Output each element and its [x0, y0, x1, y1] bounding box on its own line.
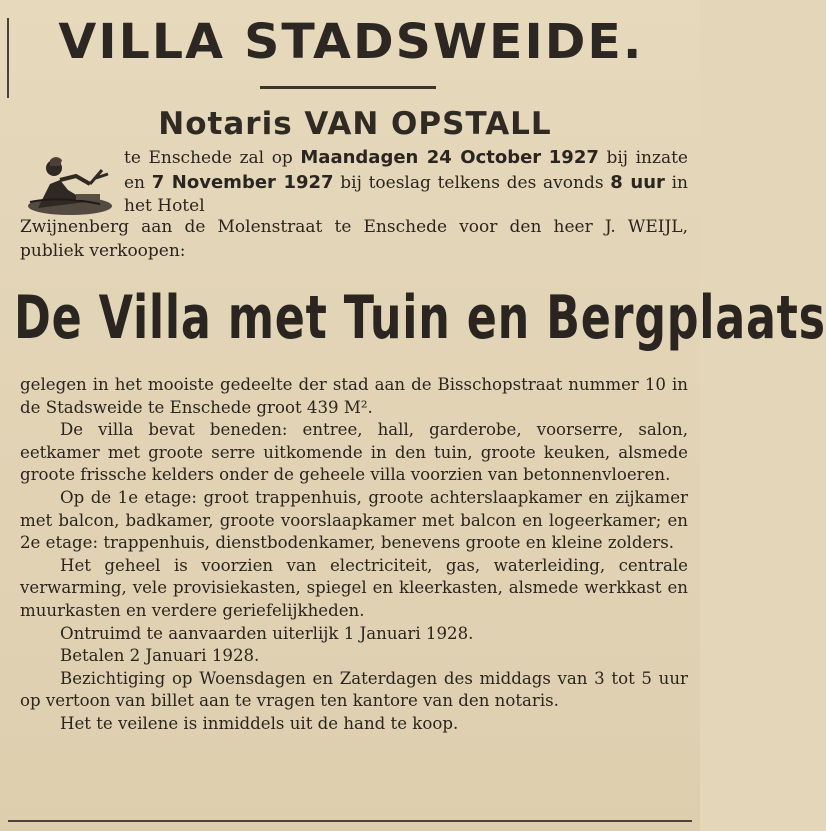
paragraph-location: gelegen in het mooiste gedeelte der stad aan de Bisschopstraat nummer 10 in de Stadsweide te Enschede groot 439 M².: [20, 375, 688, 417]
intro-text-1: te Enschede zal op: [124, 148, 301, 168]
notary-name: Notaris VAN OPSTALL: [158, 106, 552, 142]
paragraph-ground-floor: De villa bevat beneden: entree, hall, garderobe, voorserre, salon, eetkamer met groote serre uitkomende in den tuin, groote keuken, alsmede groote frissche kelders onder de geheele villa voorzien van betonnenvloeren.: [20, 420, 688, 485]
auction-year-1: 1927: [548, 147, 599, 168]
headline: De Villa met Tuin en Bergplaats: [14, 283, 826, 353]
auction-intro-continued: Zwijnenberg aan de Molenstraat te Enschede voor den heer J. WEIJL, publiek verkoopen:: [20, 217, 688, 261]
intro-text-2: bij inzate en: [124, 148, 688, 193]
property-description: [20, 374, 688, 736]
paragraph-vacancy: Ontruimd te aanvaarden uiterlijk 1 Januari 1928.: [60, 623, 474, 643]
intro-text-3: bij toeslag telkens des avonds: [333, 172, 611, 193]
bottom-border-line: [8, 820, 692, 822]
auction-time: 8 uur: [610, 171, 665, 193]
paragraph-viewing: Bezichtiging op Woensdagen en Zaterdagen des middags van 3 tot 5 uur op vertoon van billet aan te vragen ten kantore van den notaris.: [20, 668, 688, 711]
intro-text-4: in het Hotel: [124, 172, 688, 216]
paragraph-amenities: Het geheel is voorzien van electriciteit, gas, waterleiding, centrale verwarming, vele provisiekasten, spiegel en kleerkasten, alsmede werkkast en muurkasten en verdere geriefelijkheden.: [20, 555, 688, 620]
auction-date-1: Maandagen 24 October: [300, 147, 542, 168]
auction-intro: [124, 146, 688, 219]
paragraph-payment: Betalen 2 Januari 1928.: [60, 646, 260, 666]
paragraph-upper-floors: Op de 1e etage: groot trappenhuis, groote achterslaapkamer en zijkamer met balcon, badkamer, groote voorslaapkamer met balcon en logeerkamer; en 2e etage: trappenhuis, dienstbodenkamer, benevens groote en kleine zolders.: [20, 487, 688, 553]
auction-date-2: 7 November 1927: [151, 171, 334, 193]
left-border-line: [7, 18, 9, 98]
auctioneer-woodcut-icon: [20, 150, 114, 220]
title-divider: [260, 86, 436, 89]
ad-title: VILLA STADSWEIDE.: [58, 14, 644, 70]
paragraph-private-sale: Het te veilene is inmiddels uit de hand te koop.: [60, 713, 459, 733]
